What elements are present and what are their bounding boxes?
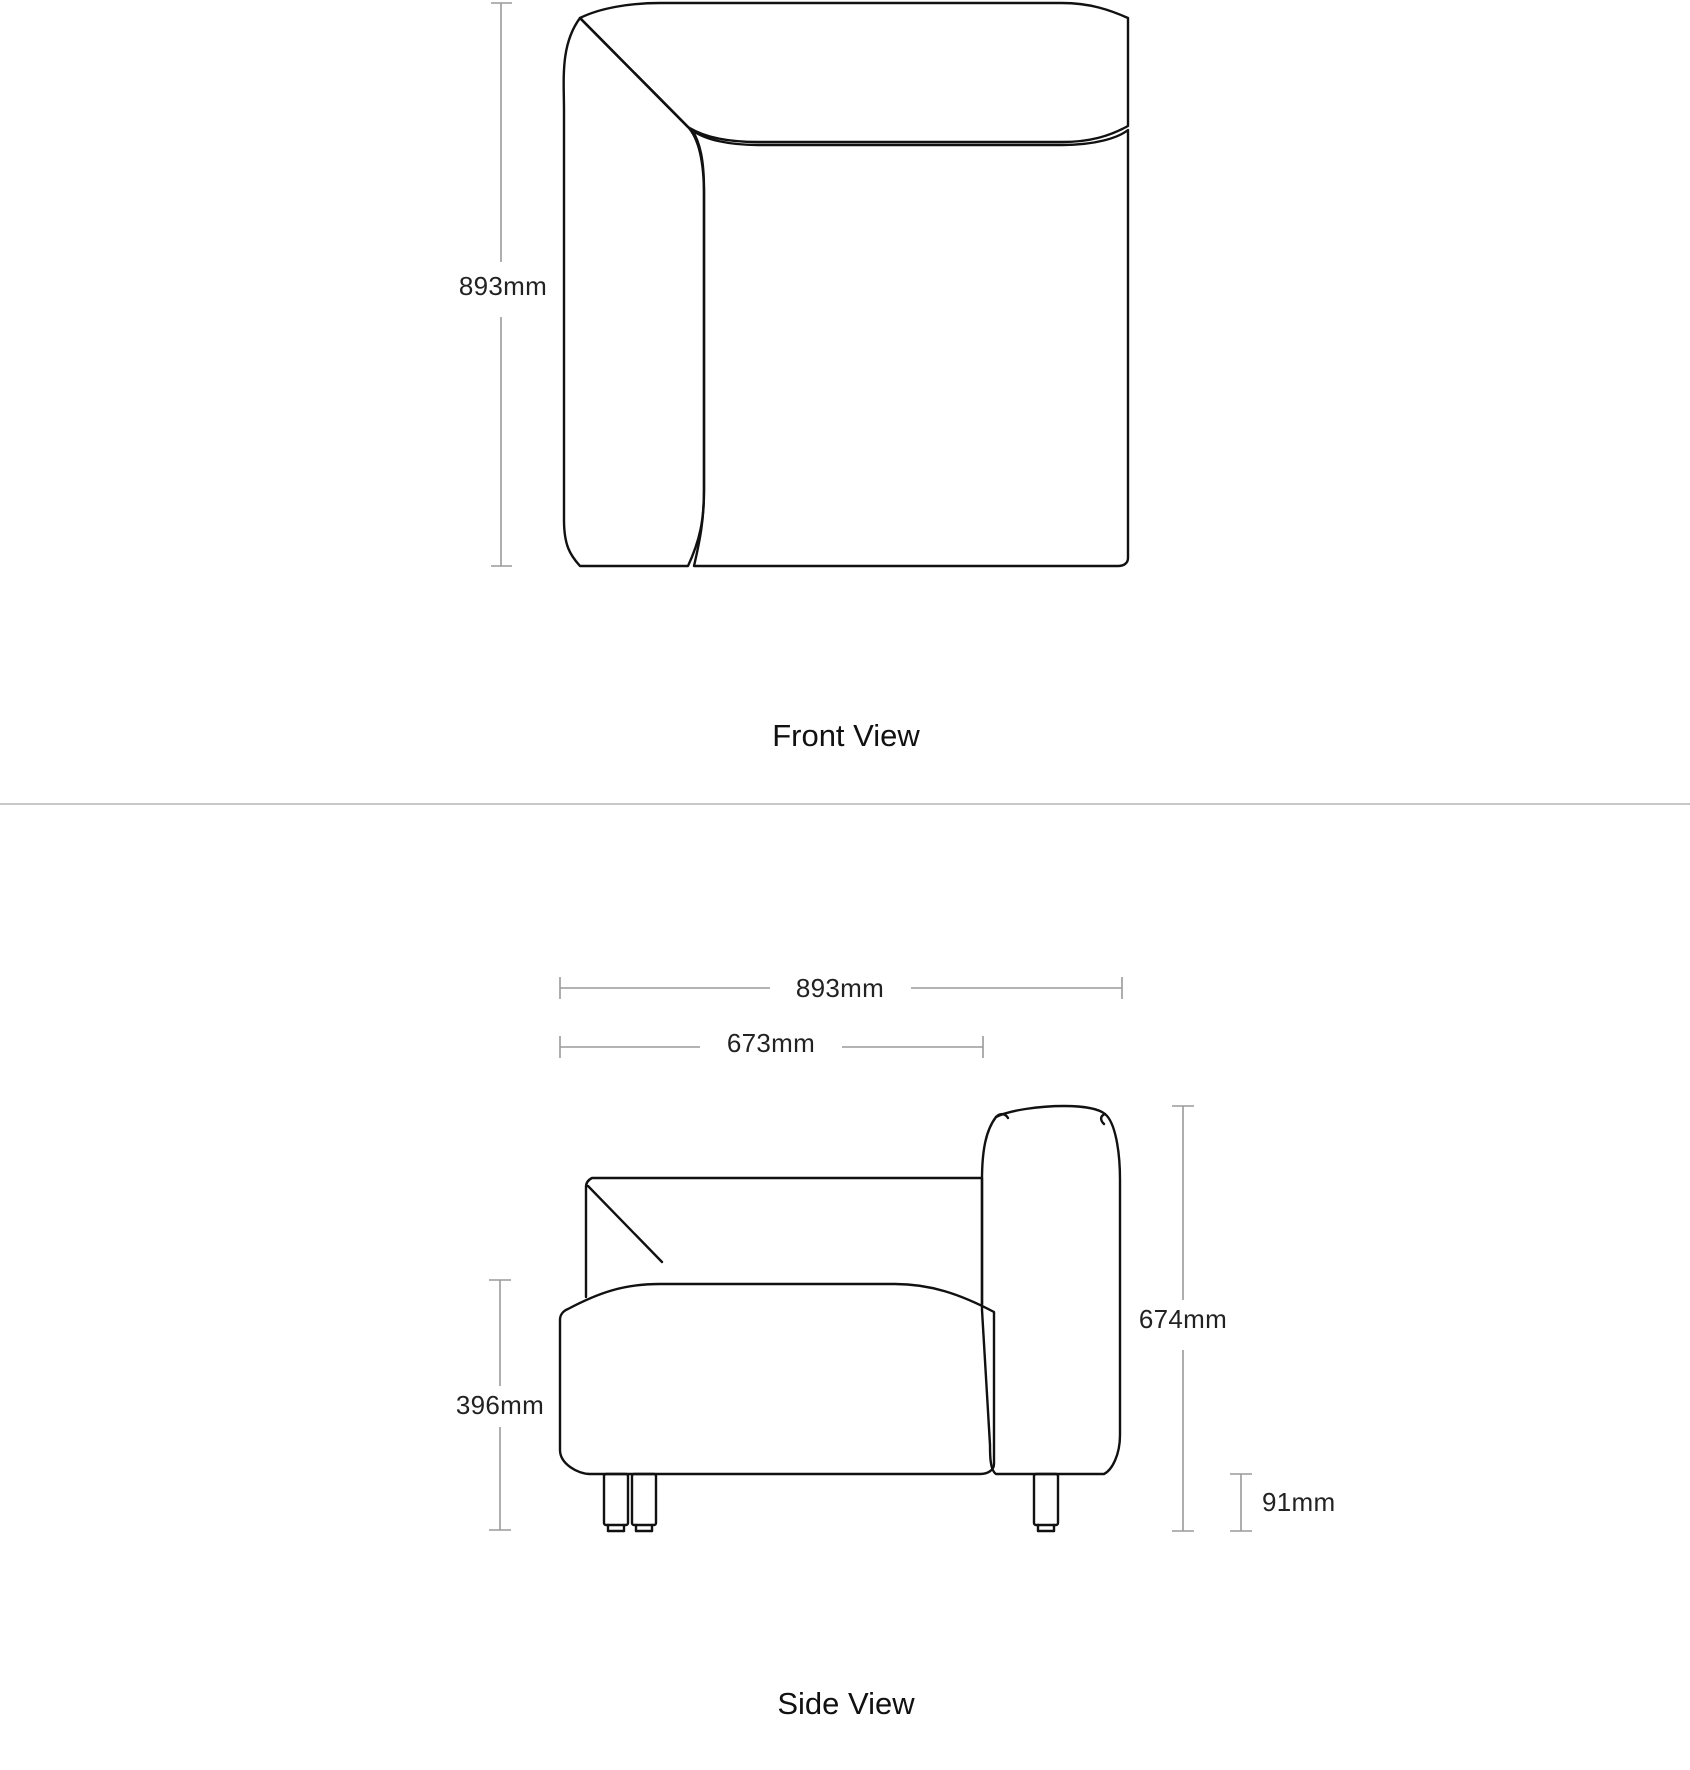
side-right-arm-top-seam — [996, 1114, 1105, 1124]
front-seat-cushion — [692, 130, 1128, 566]
front-sofa-outline — [564, 3, 1128, 566]
front-corner-seam — [580, 18, 688, 127]
side-seat-cushion — [560, 1284, 994, 1474]
side-leg-height-dimension-line — [1230, 1474, 1252, 1531]
side-height-label: 674mm — [1138, 1304, 1228, 1334]
side-depth-label: 893mm — [795, 973, 885, 1003]
front-view-title: Front View — [772, 718, 920, 753]
side-right-arm — [982, 1106, 1120, 1474]
side-sofa-outline — [560, 1106, 1120, 1474]
side-legs — [604, 1474, 1058, 1531]
side-leg-back — [1034, 1474, 1058, 1531]
side-leg-front-right — [632, 1474, 656, 1531]
side-leg-front-left — [604, 1474, 628, 1531]
side-seat-height-label: 396mm — [455, 1390, 545, 1420]
front-back-cushion — [580, 3, 1128, 142]
front-left-arm — [564, 18, 704, 566]
side-view — [456, 973, 1336, 1721]
front-height-label: 893mm — [458, 271, 548, 301]
side-leg-height-label: 91mm — [1262, 1487, 1336, 1517]
side-seat-depth-label: 673mm — [726, 1028, 816, 1058]
side-view-title: Side View — [777, 1686, 915, 1721]
front-view — [459, 3, 1128, 753]
side-back-seam — [588, 1186, 662, 1262]
